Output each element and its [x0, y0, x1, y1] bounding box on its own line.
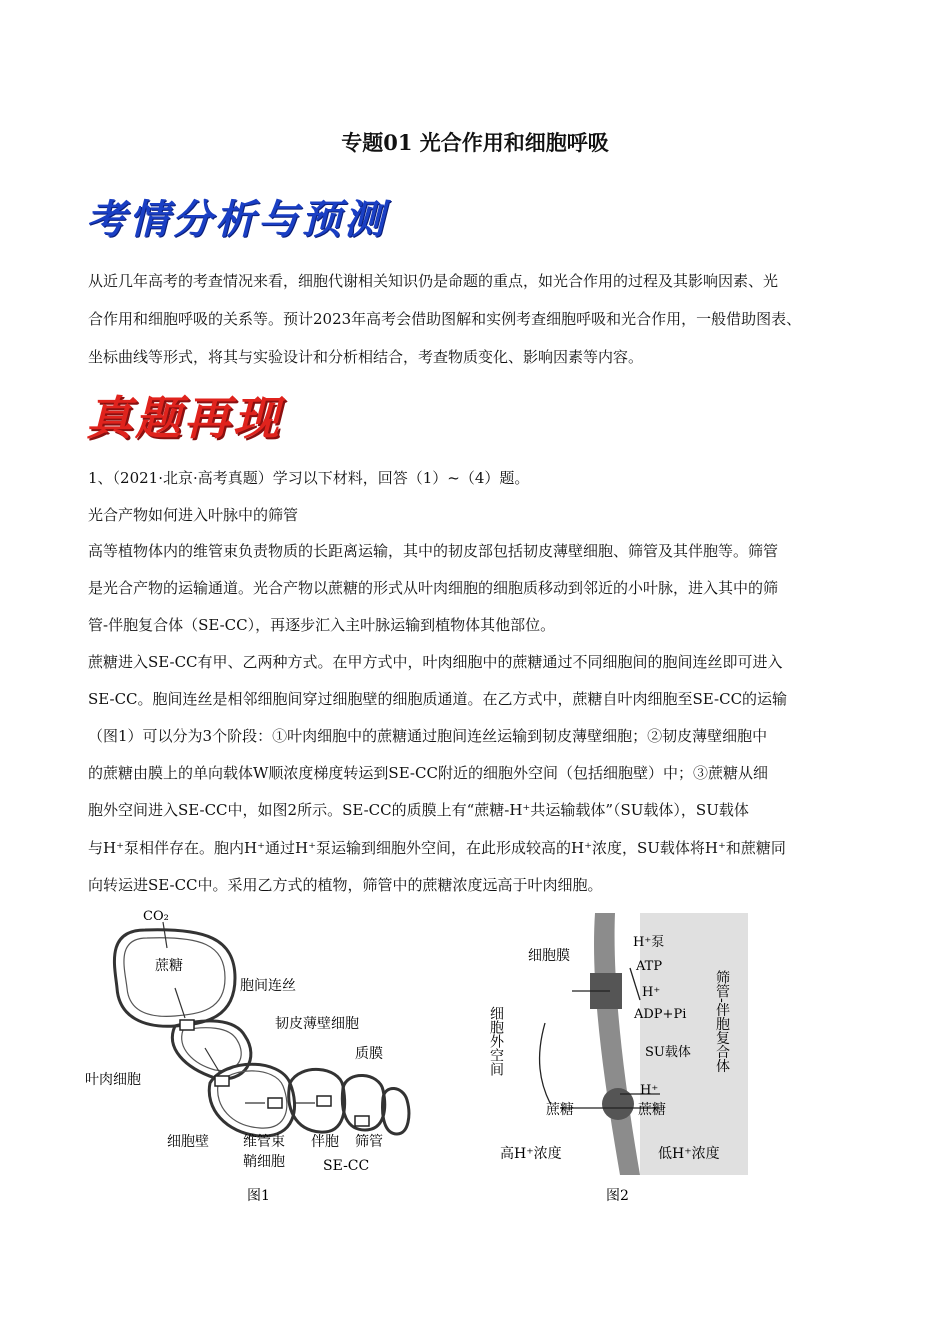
fig2-label-low-h: 低H⁺浓度 [658, 1146, 720, 1162]
fig2-label-atp: ATP [636, 959, 663, 974]
fig2-label-sucrose-in: 蔗糖 [638, 1102, 666, 1118]
fig1-caption: 图1 [247, 1188, 270, 1204]
question-line: 1、（2021·北京·高考真题）学习以下材料，回答（1）~（4）题。 [88, 469, 530, 487]
question-line: 胞外空间进入SE-CC中，如图2所示。SE-CC的质膜上有“蔗糖-H⁺共运输载体”（SU载体），SU载体 [88, 801, 749, 819]
section-banner-analysis: 考情分析与预测 [86, 197, 387, 243]
fig1-label-bundle-sheath-2: 鞘细胞 [243, 1154, 285, 1170]
fig1-label-mesophyll: 叶肉细胞 [85, 1072, 141, 1088]
question-line: 蔗糖进入SE-CC有甲、乙两种方式。在甲方式中，叶肉细胞中的蔗糖通过不同细胞间的胞间连丝即可进入 [88, 653, 783, 671]
fig1-label-cell-wall: 细胞壁 [167, 1134, 209, 1150]
figure-2-diagram [490, 908, 755, 1208]
question-line: 的蔗糖由膜上的单向载体W顺浓度梯度转运到SE-CC附近的细胞外空间（包括细胞壁）中；③蔗糖从细 [88, 764, 768, 782]
question-line: 与H⁺泵相伴存在。胞内H⁺通过H⁺泵运输到细胞外空间，在此形成较高的H⁺浓度，SU载体将H⁺和蔗糖同 [88, 839, 786, 857]
question-line: 高等植物体内的维管束负责物质的长距离运输，其中的韧皮部包括韧皮薄壁细胞、筛管及其伴胞等。筛管 [88, 542, 779, 560]
fig1-label-plasma-membrane: 质膜 [355, 1046, 383, 1062]
page-title: 专题01 光合作用和细胞呼吸 [341, 130, 609, 155]
fig1-label-companion: 伴胞 [311, 1134, 339, 1150]
fig2-label-adp: ADP+Pi [634, 1007, 687, 1022]
fig1-label-bundle-sheath-1: 维管束 [243, 1134, 285, 1150]
fig2-label-su-carrier: SU载体 [645, 1045, 691, 1060]
fig2-label-sucrose-out: 蔗糖 [546, 1102, 574, 1118]
fig2-label-extracellular: 细胞外空间 [488, 1006, 504, 1076]
fig2-label-complex: 筛管-伴胞复合体 [714, 970, 730, 1073]
fig1-label-se-cc: SE-CC [323, 1158, 370, 1174]
figure-1-diagram [85, 908, 415, 1208]
question-line: 是光合产物的运输通道。光合产物以蔗糖的形式从叶肉细胞的细胞质移动到邻近的小叶脉，进入其中的筛 [88, 579, 779, 597]
fig2-label-high-h: 高H⁺浓度 [500, 1146, 562, 1162]
fig1-label-plasmodesmata: 胞间连丝 [240, 978, 296, 994]
question-line: SE-CC。胞间连丝是相邻细胞间穿过细胞壁的细胞质通道。在乙方式中，蔗糖自叶肉细胞至SE-CC的运输 [88, 690, 788, 708]
fig1-label-phloem-parenchyma: 韧皮薄壁细胞 [275, 1016, 359, 1032]
fig1-label-co2: CO₂ [143, 909, 169, 924]
fig2-label-cell-membrane: 细胞膜 [528, 948, 570, 964]
question-line: 光合产物如何进入叶脉中的筛管 [88, 506, 299, 524]
fig2-label-h-pump: H⁺泵 [633, 935, 665, 950]
question-line: （图1）可以分为3个阶段：①叶肉细胞中的蔗糖通过胞间连丝运输到韧皮薄壁细胞；②韧皮薄壁细胞中 [88, 727, 768, 745]
analysis-line: 从近几年高考的考查情况来看，细胞代谢相关知识仍是命题的重点，如光合作用的过程及其影响因素、光 [88, 272, 779, 290]
fig1-label-sucrose: 蔗糖 [155, 958, 183, 974]
question-line: 管-伴胞复合体（SE-CC），再逐步汇入主叶脉运输到植物体其他部位。 [88, 616, 556, 634]
analysis-line: 合作用和细胞呼吸的关系等。预计2023年高考会借助图解和实例考查细胞呼吸和光合作用，一般借助图表、 [88, 310, 802, 328]
question-line: 向转运进SE-CC中。采用乙方式的植物，筛管中的蔗糖浓度远高于叶肉细胞。 [88, 876, 603, 894]
fig1-label-sieve-tube: 筛管 [355, 1134, 383, 1150]
fig2-label-h-ion2: H⁺ [640, 1083, 659, 1098]
section-banner-real-questions: 真题再现 [86, 391, 282, 445]
analysis-line: 坐标曲线等形式，将其与实验设计和分析相结合，考查物质变化、影响因素等内容。 [88, 348, 644, 366]
fig2-label-h-ion: H⁺ [642, 985, 661, 1000]
fig2-caption: 图2 [606, 1188, 629, 1204]
